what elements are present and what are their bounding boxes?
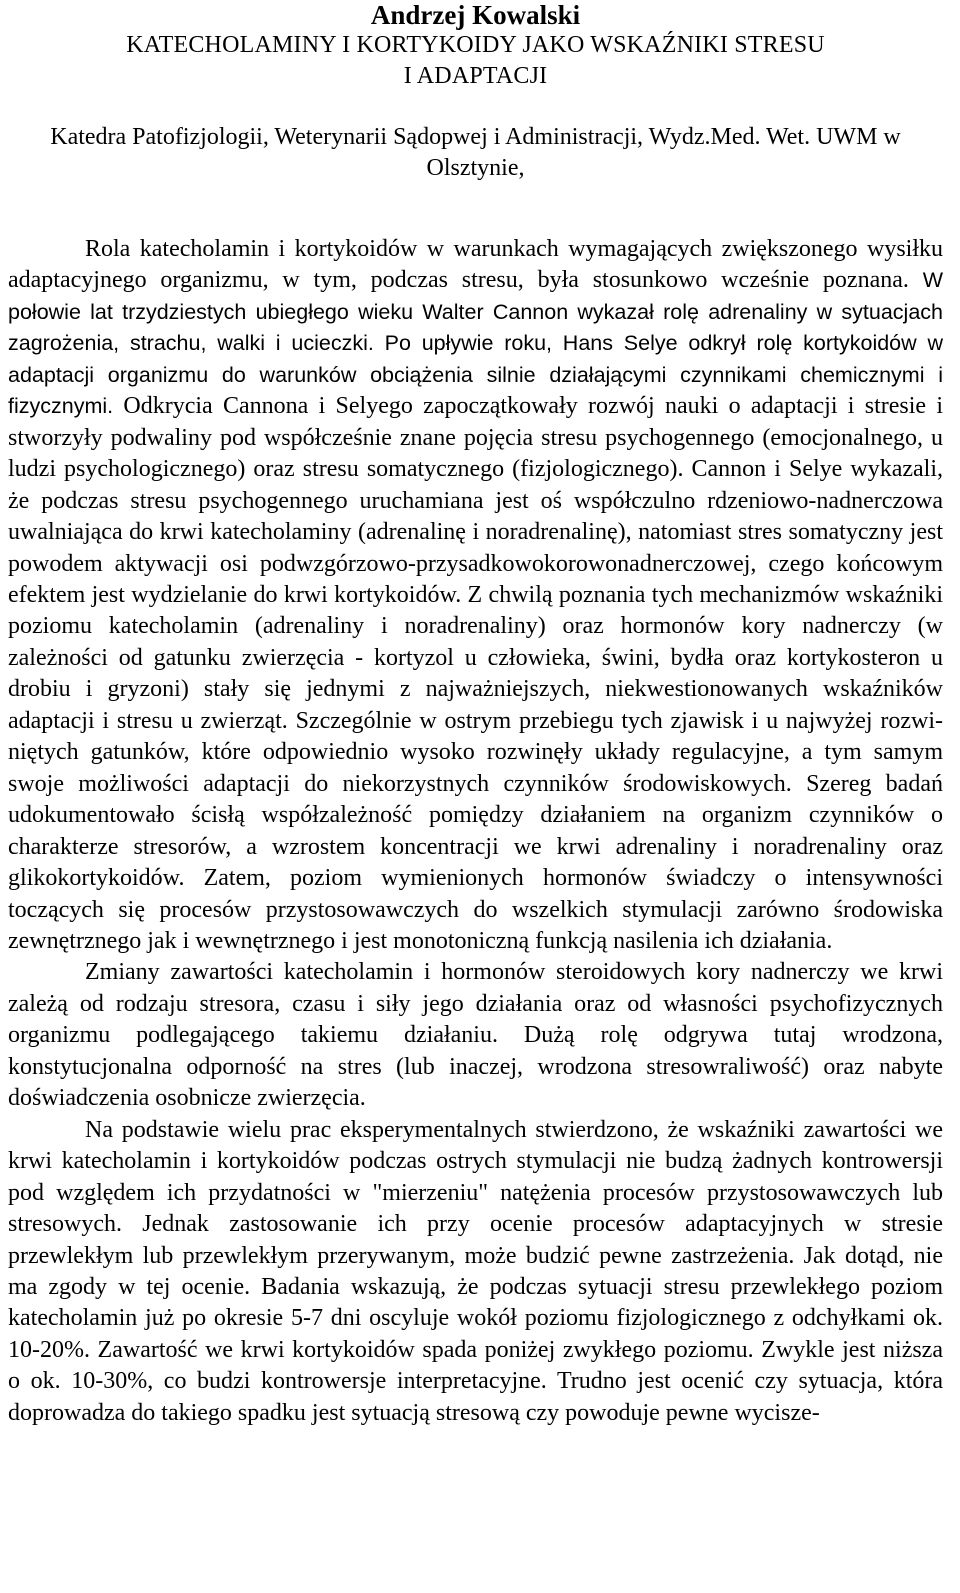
document-page — [8, 0, 943, 1429]
title-line-1: KATECHOLAMINY I KORTYKOIDY JAKO WSKAŹNIKI STRESU — [126, 32, 825, 58]
paragraph-1-part-b: W połowie lat trzydziestych ubiegłego wieku Walter Cannon wykazał rolę adrenaliny w sytuacjach zagrożenia, strachu, walki i ucieczki. Po upływie roku, Hans Selye odkrył rolę kortykoidów w adaptacji organizmu do warunków obciążenia silnie działającymi czynnikami chemicznymi i fizycznymi. — [8, 268, 943, 419]
paragraph-1-part-a: Rola katecholamin i kortykoidów w warunkach wymagających zwiększonego wysiłku adaptacyjnego organizmu, w tym, podczas stresu, była stosunkowo wcześnie poznana. — [8, 236, 943, 294]
paragraph-1-part-c: Odkrycia Cannona i Selyego zapoczątkowały rozwój nauki o adaptacji i stresie i stworzyły podwaliny pod współcześnie znane pojęcia stresu psychogennego (emocjonalnego, u ludzi psychologicznego) oraz stresu somatycznego (fizjologicznego). Cannon i Selye wykazali, że podczas stresu psychogennego uruchamiana jest oś współczulno rdzeniowo-nadnerczowa uwalniająca do krwi katecholaminy (adrenalinę i noradrenalinę), natomiast stres somatyczny jest powodem aktywacji osi podwzgórzowo-przysadkowokorowonadnerczowej, czego końcowym efektem jest wydzielanie do krwi kortykoidów. Z chwilą poznania tych mechanizmów wskaźniki poziomu katecholamin (adrenaliny i noradrenaliny) oraz hormonów kory nadnerczy (w zależności od gatunku zwierzęcia - kortyzol u człowieka, świni, bydła oraz kortykosteron u drobiu i gryzoni) stały się jednymi z najważniejszych, niekwestionowanych wskaźników adaptacji i stresu u zwierząt. Szczególnie w ostrym przebiegu tych zjawisk i u najwyżej rozwiniętych gatunków, które odpowiednio wysoko rozwinęły układy regulacyjne, a tym samym swoje możliwości adaptacji do niekorzystnych czynników środowiskowych. Szereg badań udokumentowało ścisłą współzależność pomiędzy działaniem na organizm czynników o charakterze stresorów, a wzrostem koncentracji we krwi adrenaliny i noradrenaliny oraz glikokortykoidów. Zatem, poziom wymienionych hormonów świadczy o intensywności toczących się procesów przystosowawczych do wszelkich stymulacji zarówno środowiska zewnętrznego jak i wewnętrznego i jest monotoniczną funkcją nasilenia ich działania. — [8, 393, 943, 954]
affiliation: Katedra Patofizjologii, Weterynarii Sądopwej i Administracji, Wydz.Med. Wet. UWM w Olsztynie, — [50, 124, 901, 181]
article-body — [8, 234, 943, 1429]
document-header — [8, 0, 943, 92]
title-line-2: I ADAPTACJI — [403, 63, 548, 89]
paragraph-2: Zmiany zawartości katecholamin i hormonów steroidowych kory nadnerczy we krwi zależą od rodzaju stresora, czasu i siły jego działania oraz od własności psychofizycznych organizmu podlegającego takiemu działaniu. Dużą rolę odgrywa tutaj wrodzona, konstytucjonalna odporność na stres (lub inaczej, wrodzona stresowraliwość) oraz nabyte doświadczenia osobnicze zwierzęcia. — [8, 959, 943, 1112]
paragraph-1 — [8, 234, 943, 957]
author-name: Andrzej Kowalski — [370, 0, 581, 30]
paragraph-3: Na podstawie wielu prac eksperymentalnych stwierdzono, że wskaźniki zawartości we krwi katecholamin i kortykoidów podczas ostrych stymulacji nie budzą żadnych kontrowersji pod względem ich przydatności w "mierzeniu" natężenia procesów przystosowawczych lub stresowych. Jednak zastosowanie ich przy ocenie procesów adaptacyjnych w stresie przewlekłym lub przewlekłym przerywanym, może budzić pewne zastrzeżenia. Jak dotąd, nie ma zgody w tej ocenie. Badania wskazują, że podczas sytuacji stresu przewlekłego poziom katecholamin już po okresie 5-7 dni oscyluje wokół poziomu fizjologicznego z odchyłkami ok. 10-20%. Zawartość we krwi kortykoidów spada poniżej zwykłego poziomu. Zwykle jest niższa o ok. 10-30%, co budzi kontrowersje interpretacyjne. Trudno jest ocenić czy sytuacja, która doprowadza do takiego spadku jest sytuacją stresową czy powoduje pewne wycisze- — [8, 1116, 943, 1426]
